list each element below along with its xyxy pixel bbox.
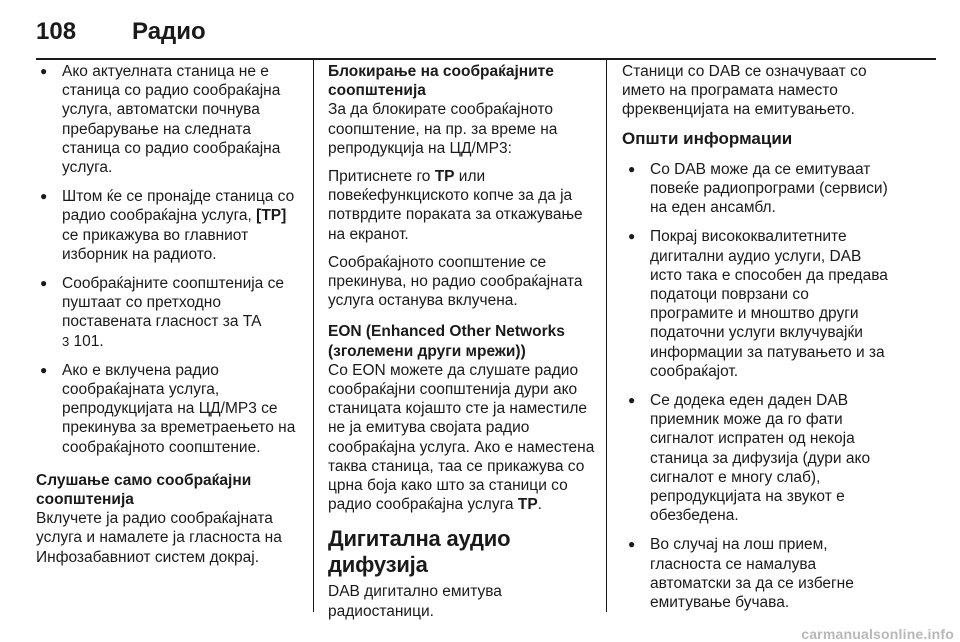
column-2 bbox=[328, 62, 596, 630]
list-item-text: Ако е вклучена радио сообраќајната услуга, репродукцијата на ЦД/MP3 се прекинува за времетраењето на сообраќајното соопштение. bbox=[62, 361, 296, 456]
column-3 bbox=[622, 62, 890, 622]
bullet-list bbox=[36, 62, 298, 457]
paragraph: Станици со DAB се означуваат со името на програмата наместо фреквенцијата на емитувањето. bbox=[622, 63, 867, 119]
subheading: Блокирање на сообраќајните соопштенија bbox=[328, 63, 554, 100]
list-item-text: се прикажува во главниот изборник на радиото. bbox=[62, 226, 249, 263]
tp-indicator: [TP] bbox=[256, 207, 287, 225]
list-item-text: Ако актуелната станица не е станица со радио сообраќајна услуга, автоматски почнува пребарување на следната станица со радио сообраќајна услуга. bbox=[62, 63, 281, 177]
tp-indicator: TP bbox=[517, 496, 538, 514]
page-header bbox=[36, 18, 924, 58]
list-item-text: Штом ќе се пронајде станица со радио сообраќајна услуга, bbox=[62, 188, 295, 225]
section-title: Радио bbox=[132, 18, 206, 45]
header-rule bbox=[36, 58, 936, 60]
paragraph: DAB дигитално емитува радиостаници. bbox=[328, 583, 502, 620]
subheading: EON (Enhanced Other Networks (зголемени други мрежи)) bbox=[328, 323, 565, 360]
tp-button-label: TP bbox=[434, 168, 455, 186]
paragraph: Сообраќајното соопштение се прекинува, но радио сообраќајната услуга останува вклучена. bbox=[328, 253, 583, 310]
list-item: ● Во случај на лош прием, гласноста се намалува автоматски за да се избегне емитување бучава. bbox=[622, 535, 890, 612]
paragraph-text: Со EON можете да слушате радио сообраќајни соопштенија дури ако станицата којашто сте ја наместиле не ја емитува својата радио сообраќајна услуга. Ако е наместена таква станица, таа се прикажува со црна боја како што за станици со радио сообраќајна услуга bbox=[328, 361, 595, 514]
paragraph-text: или повеќефункциското копче за да ја потврдите пораката за откажување на екранот. bbox=[328, 168, 583, 243]
list-item: ● Покрај висококвалитетните дигитални аудио услуги, DAB исто така е способен да предава податоци поврзани со програмите и мноштво други податочни услуги вклучувајќи информации за патувањето и за сообраќајот. bbox=[622, 227, 890, 381]
paragraph-text: Притиснете го bbox=[328, 168, 435, 186]
list-item bbox=[36, 62, 298, 177]
list-item bbox=[36, 361, 298, 457]
subheading: Општи информации bbox=[622, 128, 793, 148]
watermark: carmanualsonline.info bbox=[801, 626, 954, 642]
list-item bbox=[36, 274, 298, 351]
column-divider-2 bbox=[606, 60, 607, 612]
paragraph-text: . bbox=[537, 496, 542, 514]
paragraph bbox=[328, 167, 596, 244]
page-ref-arrow-icon: 3 bbox=[62, 333, 70, 349]
section-heading: Дигитална аудио дифузија bbox=[328, 526, 511, 578]
column-1 bbox=[36, 62, 298, 576]
bullet-list bbox=[622, 160, 890, 612]
paragraph bbox=[328, 361, 596, 515]
paragraph: За да блокирате сообраќајното соопштение, на пр. за време на репродукција на ЦД/MP3: bbox=[328, 101, 558, 157]
subheading: Слушање само сообраќајни соопштенија bbox=[36, 471, 252, 509]
column-divider-1 bbox=[313, 60, 314, 612]
paragraph: Вклучете ја радио сообраќајната услуга и намалете ја гласноста на Инфозабавниот систем докрај. bbox=[36, 510, 282, 566]
list-item: ● Со DAB може да се емитуваат повеќе радиопрограми (сервиси) на еден ансамбл. bbox=[622, 160, 890, 218]
list-item: ● Се додека еден даден DAB приемник може да го фати сигналот испратен од некоја станица за дифузија (дури ако сигналот е многу слаб), репродукцијата на звукот е обезбедена. bbox=[622, 391, 890, 525]
page-number: 108 bbox=[36, 18, 77, 45]
list-item bbox=[36, 187, 298, 264]
list-item-text: Сообраќајните соопштенија се пуштаат со претходно поставената гласност за TA bbox=[62, 275, 284, 331]
page-ref: 101. bbox=[69, 332, 104, 350]
